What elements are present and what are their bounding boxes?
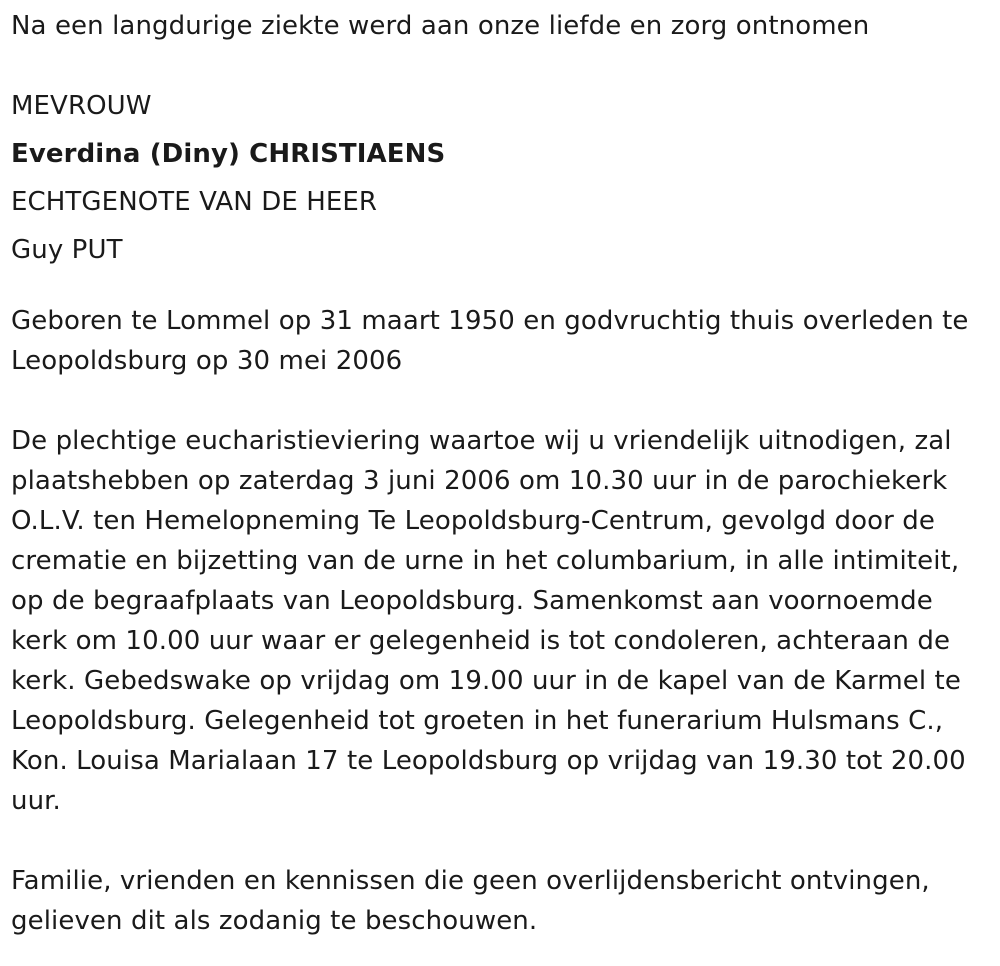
- intro-text: Na een langdurige ziekte werd aan onze liefde en zorg ontnomen: [11, 11, 870, 41]
- spouse-label: ECHTGENOTE VAN DE HEER: [11, 187, 378, 217]
- deceased-name: Everdina (Diny) CHRISTIAENS: [11, 139, 446, 169]
- deceased-block: [11, 86, 988, 278]
- spouse-name: Guy PUT: [11, 235, 123, 265]
- closing-text: Familie, vrienden en kennissen die geen overlijdensbericht ontvingen, gelieven dit als zodanig te beschouwen.: [11, 866, 930, 936]
- title-text: MEVROUW: [11, 91, 152, 121]
- birth-death-text: Geboren te Lommel op 31 maart 1950 en godvruchtig thuis overleden te Leopoldsburg op 30 mei 2006: [11, 306, 969, 376]
- ceremony-text: De plechtige eucharistieviering waartoe wij u vriendelijk uitnodigen, zal plaatshebben op zaterdag 3 juni 2006 om 10.30 uur in de parochiekerk O.L.V. ten Hemelopneming Te Leopoldsburg-Centrum, gevolgd door de crematie en bijzetting van de urne in het columbarium, in alle intimiteit, op de begraafplaats van Leopoldsburg. Samenkomst aan voornoemde kerk om 10.00 uur waar er gelegenheid is tot condoleren, achteraan de kerk. Gebedswake op vrijdag om 19.00 uur in de kapel van de Karmel te Leopoldsburg. Gelegenheid tot groeten in het funerarium Hulsmans C., Kon. Louisa Marialaan 17 te Leopoldsburg op vrijdag van 19.30 tot 20.00 uur.: [11, 426, 966, 816]
